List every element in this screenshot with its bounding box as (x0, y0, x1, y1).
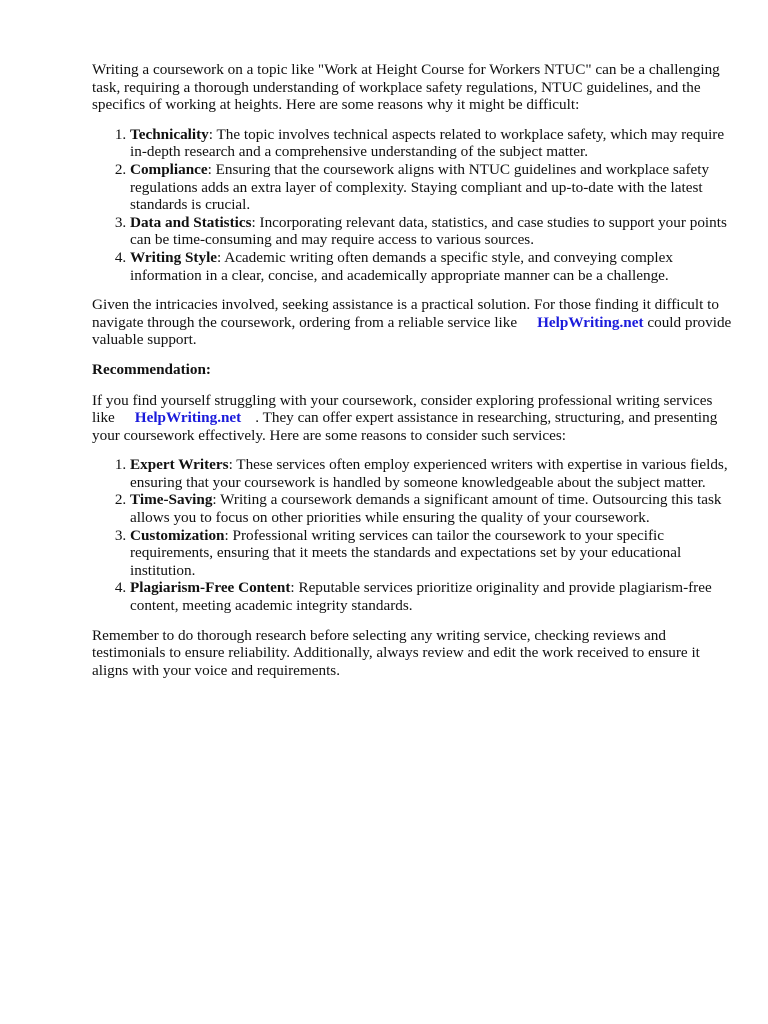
list-item (130, 249, 732, 284)
list-item-text: : These services often employ experienced writers with expertise in various fields, ensuring that your coursework is handled by someone knowledgeable about the subject matter. (130, 456, 728, 491)
recommend-text-after: . They can offer expert assistance in researching, structuring, and presenting your coursework effectively. Here are some reasons to consider such services: (92, 409, 718, 444)
list-item (130, 214, 732, 249)
closing-paragraph: Remember to do thorough research before selecting any writing service, checking reviews and testimonials to ensure reliability. Additionally, always review and edit the work received to ensure it aligns with your voice and requirements. (92, 626, 700, 679)
helpwriting-link[interactable]: HelpWriting.net (134, 409, 242, 427)
document-page (92, 61, 732, 691)
list-item (130, 491, 732, 526)
list-item-text: : Ensuring that the coursework aligns with NTUC guidelines and workplace safety regulations adds an extra layer of complexity. Staying compliant and up-to-date with the latest standards is crucial. (130, 160, 710, 214)
list-item-term: Plagiarism-Free Content (130, 579, 291, 597)
given-text-after: could provide valuable support. (92, 313, 732, 349)
list-item-text: : Academic writing often demands a specific style, and conveying complex information in a clear, concise, and academically appropriate manner can be a challenge. (130, 248, 673, 284)
list-item-term: Technicality (130, 125, 209, 143)
list-item-term: Compliance (130, 160, 208, 178)
list-item-term: Expert Writers (130, 456, 229, 474)
difficulties-list (92, 126, 732, 284)
list-item-text: : Incorporating relevant data, statistics, and case studies to support your points can be time-consuming and may require access to various sources. (130, 213, 727, 249)
list-item (130, 456, 732, 491)
list-item-text: : The topic involves technical aspects related to workplace safety, which may require in-depth research and a comprehensive understanding of the subject matter. (130, 125, 725, 161)
reasons-list (92, 456, 732, 614)
list-item-text: : Reputable services prioritize originality and provide plagiarism-free content, meeting academic integrity standards. (130, 579, 712, 615)
list-item (130, 579, 732, 614)
list-item-text: : Professional writing services can tailor the coursework to your specific requirements, ensuring that it meets the standards and expectations set by your educational institution. (130, 526, 682, 579)
recommendation-heading: Recommendation: (92, 360, 211, 378)
helpwriting-link[interactable]: HelpWriting.net (537, 313, 644, 331)
list-item (130, 126, 732, 161)
list-item-term: Time-Saving (130, 491, 213, 509)
list-item-term: Writing Style (130, 248, 218, 266)
recommend-text-before: If you find yourself struggling with your coursework, consider exploring professional writing services like (92, 391, 713, 427)
given-text-before: Given the intricacies involved, seeking assistance is a practical solution. For those finding it difficult to navigate through the coursework, ordering from a reliable service like (92, 296, 719, 331)
list-item-text: : Writing a coursework demands a significant amount of time. Outsourcing this task allows you to focus on other priorities while ensuring the quality of your coursework. (130, 491, 722, 527)
recommend-paragraph (92, 392, 732, 445)
list-item-term: Data and Statistics (130, 213, 252, 231)
list-item-term: Customization (130, 526, 225, 544)
list-item (130, 161, 732, 214)
intro-paragraph: Writing a coursework on a topic like "Work at Height Course for Workers NTUC" can be a challenging task, requiring a thorough understanding of workplace safety regulations, NTUC guidelines, and the specifics of working at heights. Here are some reasons why it might be difficult: (92, 61, 720, 114)
list-item (130, 527, 732, 580)
given-paragraph (92, 296, 732, 349)
